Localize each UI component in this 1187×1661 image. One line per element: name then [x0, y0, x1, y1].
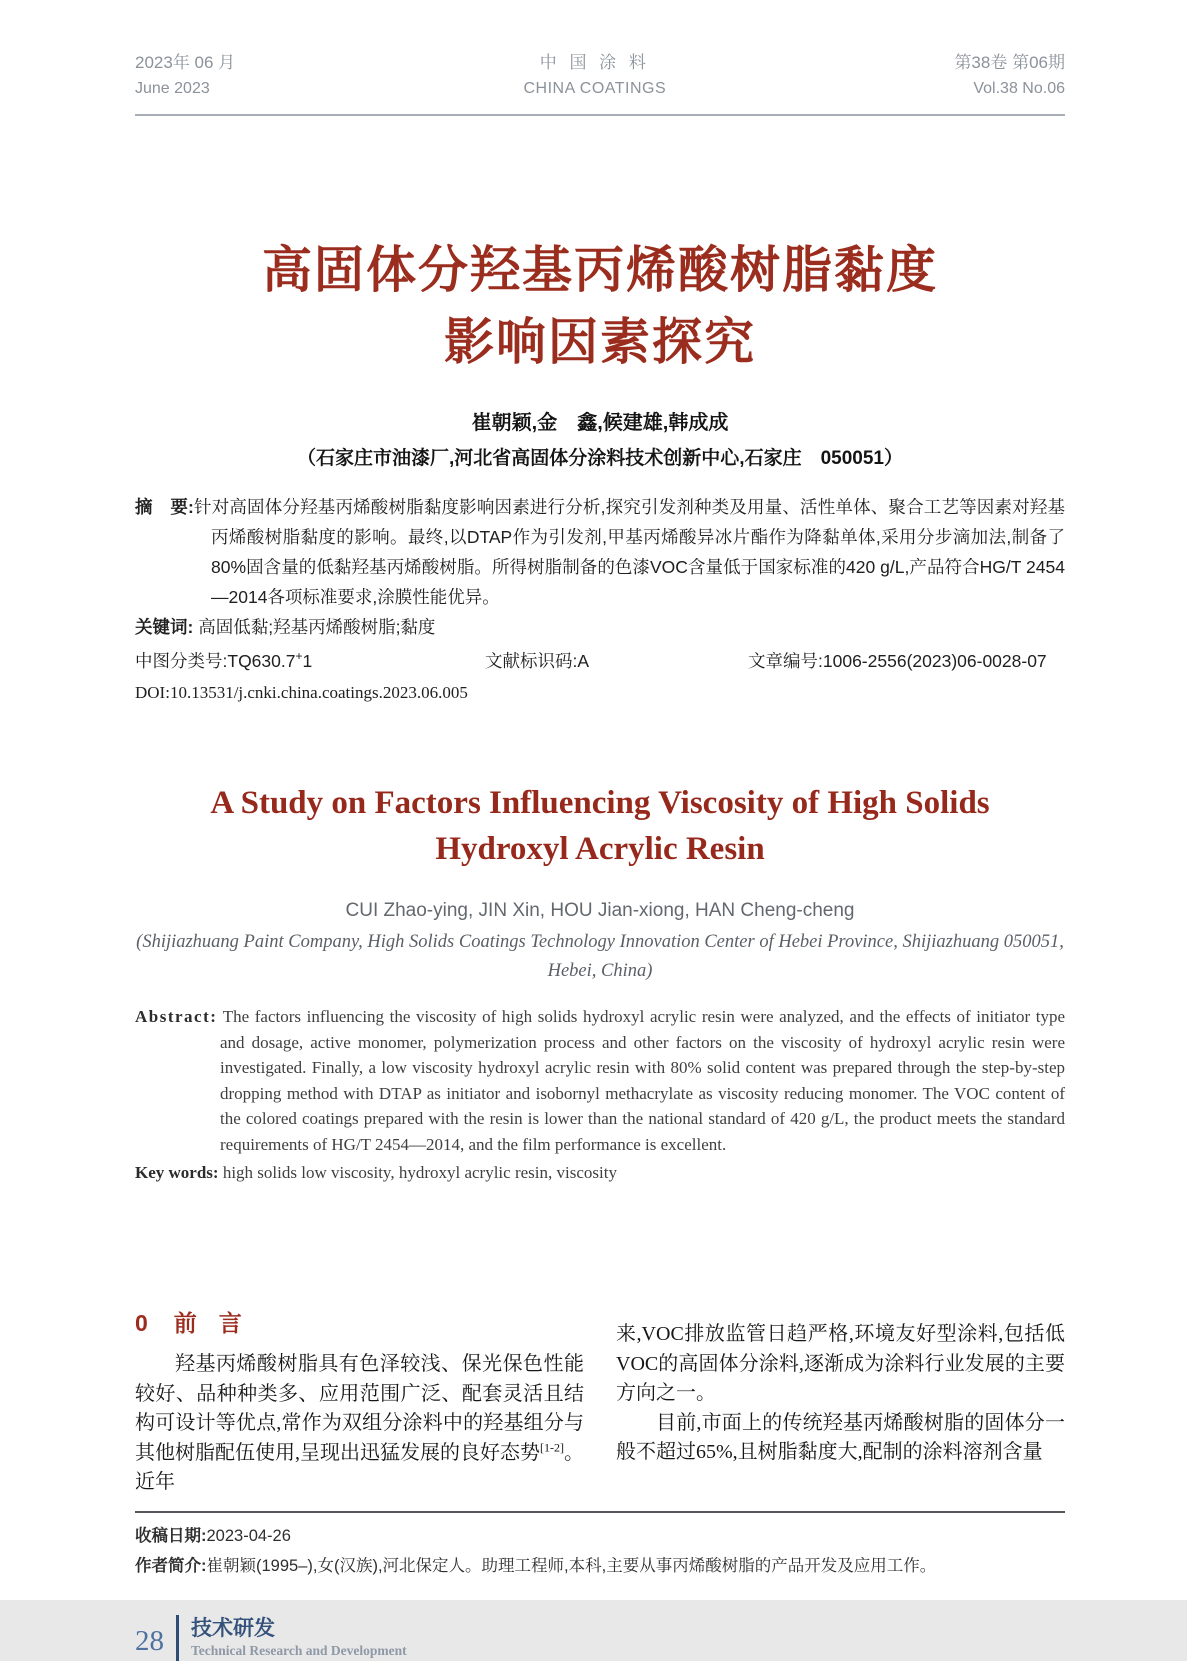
- article-title-en-line1: A Study on Factors Influencing Viscosity of High Solids: [210, 785, 990, 821]
- footer-divider-bar: [176, 1615, 179, 1661]
- intro-left-text: 羟基丙烯酸树脂具有色泽较浅、保光保色性能较好、品种种类多、应用范围广泛、配套灵活且结构可设计等优点,常作为双组分涂料中的羟基组分与其他树脂配伍使用,呈现出迅猛发展的良好态势: [135, 1353, 584, 1464]
- section-0-heading: [135, 1308, 584, 1338]
- keywords-cn: [135, 612, 1065, 642]
- clc-base: TQ630.7: [227, 651, 296, 671]
- keywords-cn-label: 关键词:: [135, 617, 194, 637]
- body-column-left: [135, 1308, 584, 1498]
- journal-header: [135, 0, 1065, 116]
- document-code: [485, 646, 748, 676]
- affiliation-en: [135, 928, 1065, 986]
- article-title-en-line2: Hydroxyl Acrylic Resin: [435, 831, 765, 867]
- affiliation-en-line1: (Shijiazhuang Paint Company, High Solids Coatings Technology Innovation Center of Hebei Province, Shijiazhuang 050051,: [136, 932, 1064, 952]
- doi: DOI:10.13531/j.cnki.china.coatings.2023.06.005: [135, 683, 468, 702]
- clc-tail: 1: [302, 651, 313, 671]
- keywords-en-label: Key words:: [135, 1163, 219, 1182]
- intro-paragraph-right-2: 目前,市面上的传统羟基丙烯酸树脂的固体分一般不超过65%,且树脂黏度大,配制的涂料溶剂含量: [616, 1411, 1065, 1463]
- page-number: 28: [135, 1625, 164, 1657]
- document-code-value: A: [577, 651, 590, 671]
- footer-column-block: [191, 1616, 407, 1660]
- intro-left-tail: 。近年: [135, 1441, 584, 1493]
- footer-column-cn: 技术研发: [191, 1616, 275, 1640]
- section-0-number: 0: [135, 1310, 148, 1336]
- clc-label: 中图分类号:: [135, 651, 228, 671]
- body-columns: [135, 1308, 1065, 1498]
- received-date-line: [135, 1521, 1065, 1551]
- document-code-label: 文献标识码:: [485, 651, 578, 671]
- article-title-cn-line2: 影响因素探究: [444, 314, 756, 370]
- abstract-en: [135, 1004, 1065, 1157]
- abstract-en-label: Abstract:: [135, 1007, 218, 1026]
- authors-cn: 崔朝颖,金 鑫,候建雄,韩成成: [471, 412, 729, 434]
- article-title-cn-line1: 高固体分羟基丙烯酸树脂黏度: [262, 242, 938, 298]
- author-bio-label: 作者简介:: [135, 1556, 207, 1575]
- abstract-en-text: The factors influencing the viscosity of high solids hydroxyl acrylic resin were analyzed, and the effects of initiator type and dosage, active monomer, polymerization process and other factors on the viscosity of hydroxyl acrylic resin were investigated. Finally, a low viscosity hydroxyl acrylic resin with 80% solid content was prepared through the step-by-step dropping method with DTAP as initiator and isobornyl methacrylate as viscosity reducing monomer. The VOC content of the colored coatings prepared with the resin is lower than the national standard of 420 g/L, the product meets the standard requirements of HG/T 2454—2014, and the film performance is excellent.: [220, 1007, 1065, 1154]
- body-column-right: [616, 1308, 1065, 1498]
- intro-paragraph-left: [135, 1350, 584, 1498]
- affiliation-en-line2: Hebei, China): [547, 961, 653, 981]
- page-footer: [135, 1615, 1065, 1661]
- author-bio-line: [135, 1551, 1065, 1581]
- authors-en: CUI Zhao-ying, JIN Xin, HOU Jian-xiong, HAN Cheng-cheng: [345, 900, 855, 921]
- article-id-label: 文章编号:: [748, 651, 823, 671]
- intro-paragraph-right-1: 来,VOC排放监管日趋严格,环境友好型涂料,包括低VOC的高固体分涂料,逐渐成为涂料行业发展的主要方向之一。: [616, 1323, 1065, 1404]
- keywords-cn-text: 高固低黏;羟基丙烯酸树脂;黏度: [198, 617, 436, 637]
- received-date-label: 收稿日期:: [135, 1526, 207, 1545]
- keywords-en: [135, 1160, 1065, 1186]
- volume-issue-en: Vol.38 No.06: [973, 80, 1065, 97]
- received-date-value: 2023-04-26: [206, 1526, 291, 1545]
- classification-row: [135, 646, 1065, 676]
- article-title-en: [135, 780, 1065, 872]
- footnote-divider: [135, 1511, 1065, 1513]
- keywords-en-text: high solids low viscosity, hydroxyl acrylic resin, viscosity: [222, 1163, 617, 1182]
- abstract-cn-label: 摘 要:: [135, 497, 194, 517]
- author-bio-text: 崔朝颖(1995–),女(汉族),河北保定人。助理工程师,本科,主要从事丙烯酸树脂的产品开发及应用工作。: [206, 1556, 937, 1575]
- volume-issue-cn: 第38卷 第06期: [954, 53, 1065, 72]
- header-date-en: June 2023: [135, 80, 210, 97]
- clc-sup: +: [295, 649, 303, 664]
- abstract-cn-text: 针对高固体分羟基丙烯酸树脂黏度影响因素进行分析,探究引发剂种类及用量、活性单体、聚合工艺等因素对羟基丙烯酸树脂黏度的影响。最终,以DTAP作为引发剂,甲基丙烯酸异冰片酯作为降黏单体,采用分步滴加法,制备了80%固含量的低黏羟基丙烯酸树脂。所得树脂制备的色漆VOC含量低于国家标准的420 g/L,产品符合HG/T 2454—2014各项标准要求,涂膜性能优异。: [193, 497, 1066, 607]
- section-0-title: 前言: [173, 1310, 264, 1336]
- article-id-value: 1006-2556(2023)06-0028-07: [822, 651, 1047, 671]
- affiliation-cn: （石家庄市油漆厂,河北省高固体分涂料技术创新中心,石家庄 050051）: [297, 448, 903, 469]
- header-issue-date: [135, 50, 235, 102]
- citation-ref-1-2: [1-2]: [540, 1439, 564, 1454]
- journal-name-cn: 中 国 涂 料: [539, 53, 650, 72]
- header-journal-name: [523, 50, 666, 102]
- footer-column-en: Technical Research and Development: [191, 1642, 407, 1658]
- header-volume-issue: [954, 50, 1065, 102]
- article-id: [748, 646, 1047, 676]
- article-title-cn: [135, 234, 1065, 378]
- abstract-cn: [135, 492, 1065, 612]
- header-date-cn: 2023年 06 月: [135, 53, 236, 72]
- journal-name-en: CHINA COATINGS: [523, 80, 667, 97]
- clc-number: [135, 646, 485, 676]
- footnotes: [135, 1521, 1065, 1581]
